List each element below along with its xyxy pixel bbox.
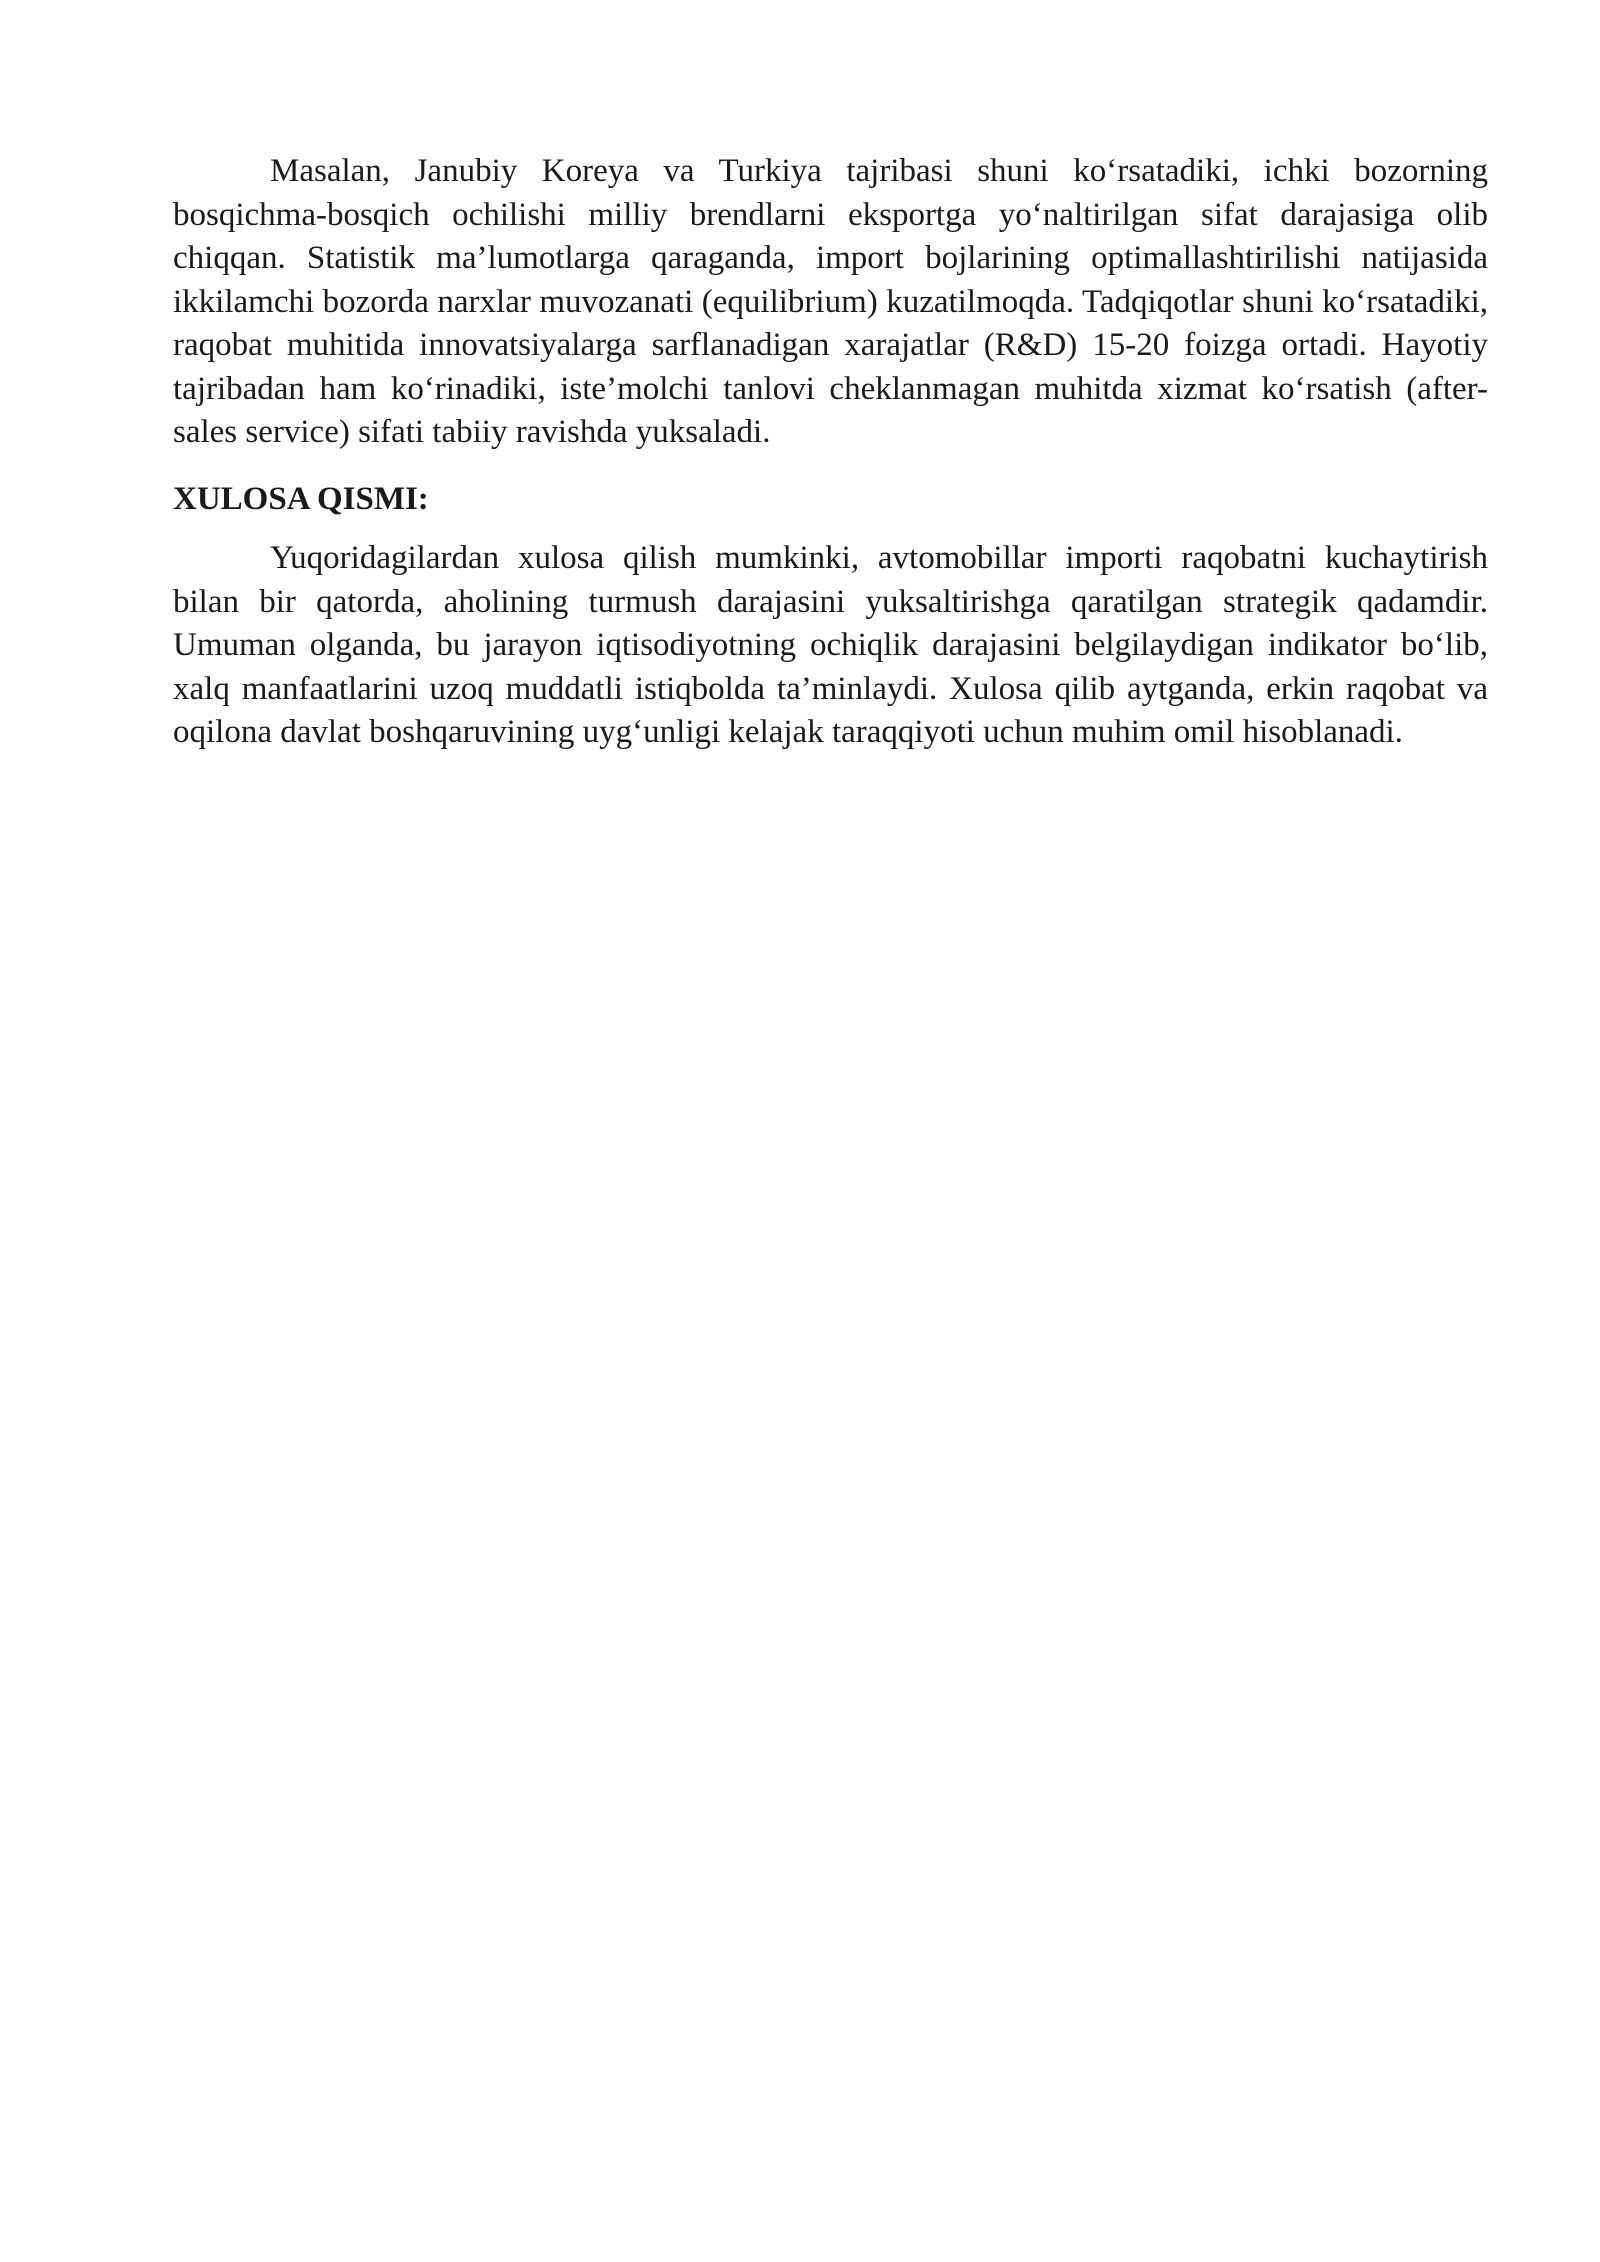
paragraph-conclusion: Yuqoridagilardan xulosa qilish mumkinki, avtomobillar importi raqobatni kuchaytirish bilan bir qatorda, aholining turmush darajasini yuksaltirishga qaratilgan strategik qadamdir. Umuman olganda, bu jarayon iqtisodiyotning ochiqlik darajasini belgilaydigan indikator bo‘lib, xalq manfaatlarini uzoq muddatli istiqbolda ta’minlaydi. Xulosa qilib aytganda, erkin raqobat va oqilona davlat boshqaruvining uyg‘unligi kelajak taraqqiyoti uchun muhim omil hisoblanadi. xyxy=(173,540,1488,750)
document-body xyxy=(173,150,1488,755)
paragraph-examples: Masalan, Janubiy Koreya va Turkiya tajribasi shuni ko‘rsatadiki, ichki bozorning bosqichma-bosqich ochilishi milliy brendlarni eksportga yo‘naltirilgan sifat darajasiga olib chiqqan. Statistik ma’lumotlarga qaraganda, import bojlarining optimallashtirilishi natijasida ikkilamchi bozorda narxlar muvozanati (equilibrium) kuzatilmoqda. Tadqiqotlar shuni ko‘rsatadiki, raqobat muhitida innovatsiyalarga sarflanadigan xarajatlar (R&D) 15-20 foizga ortadi. Hayotiy tajribadan ham ko‘rinadiki, iste’molchi tanlovi cheklanmagan muhitda xizmat ko‘rsatish (after-sales service) sifati tabiiy ravishda yuksaladi. xyxy=(173,153,1488,450)
section-heading-conclusion: XULOSA QISMI: xyxy=(173,480,429,517)
